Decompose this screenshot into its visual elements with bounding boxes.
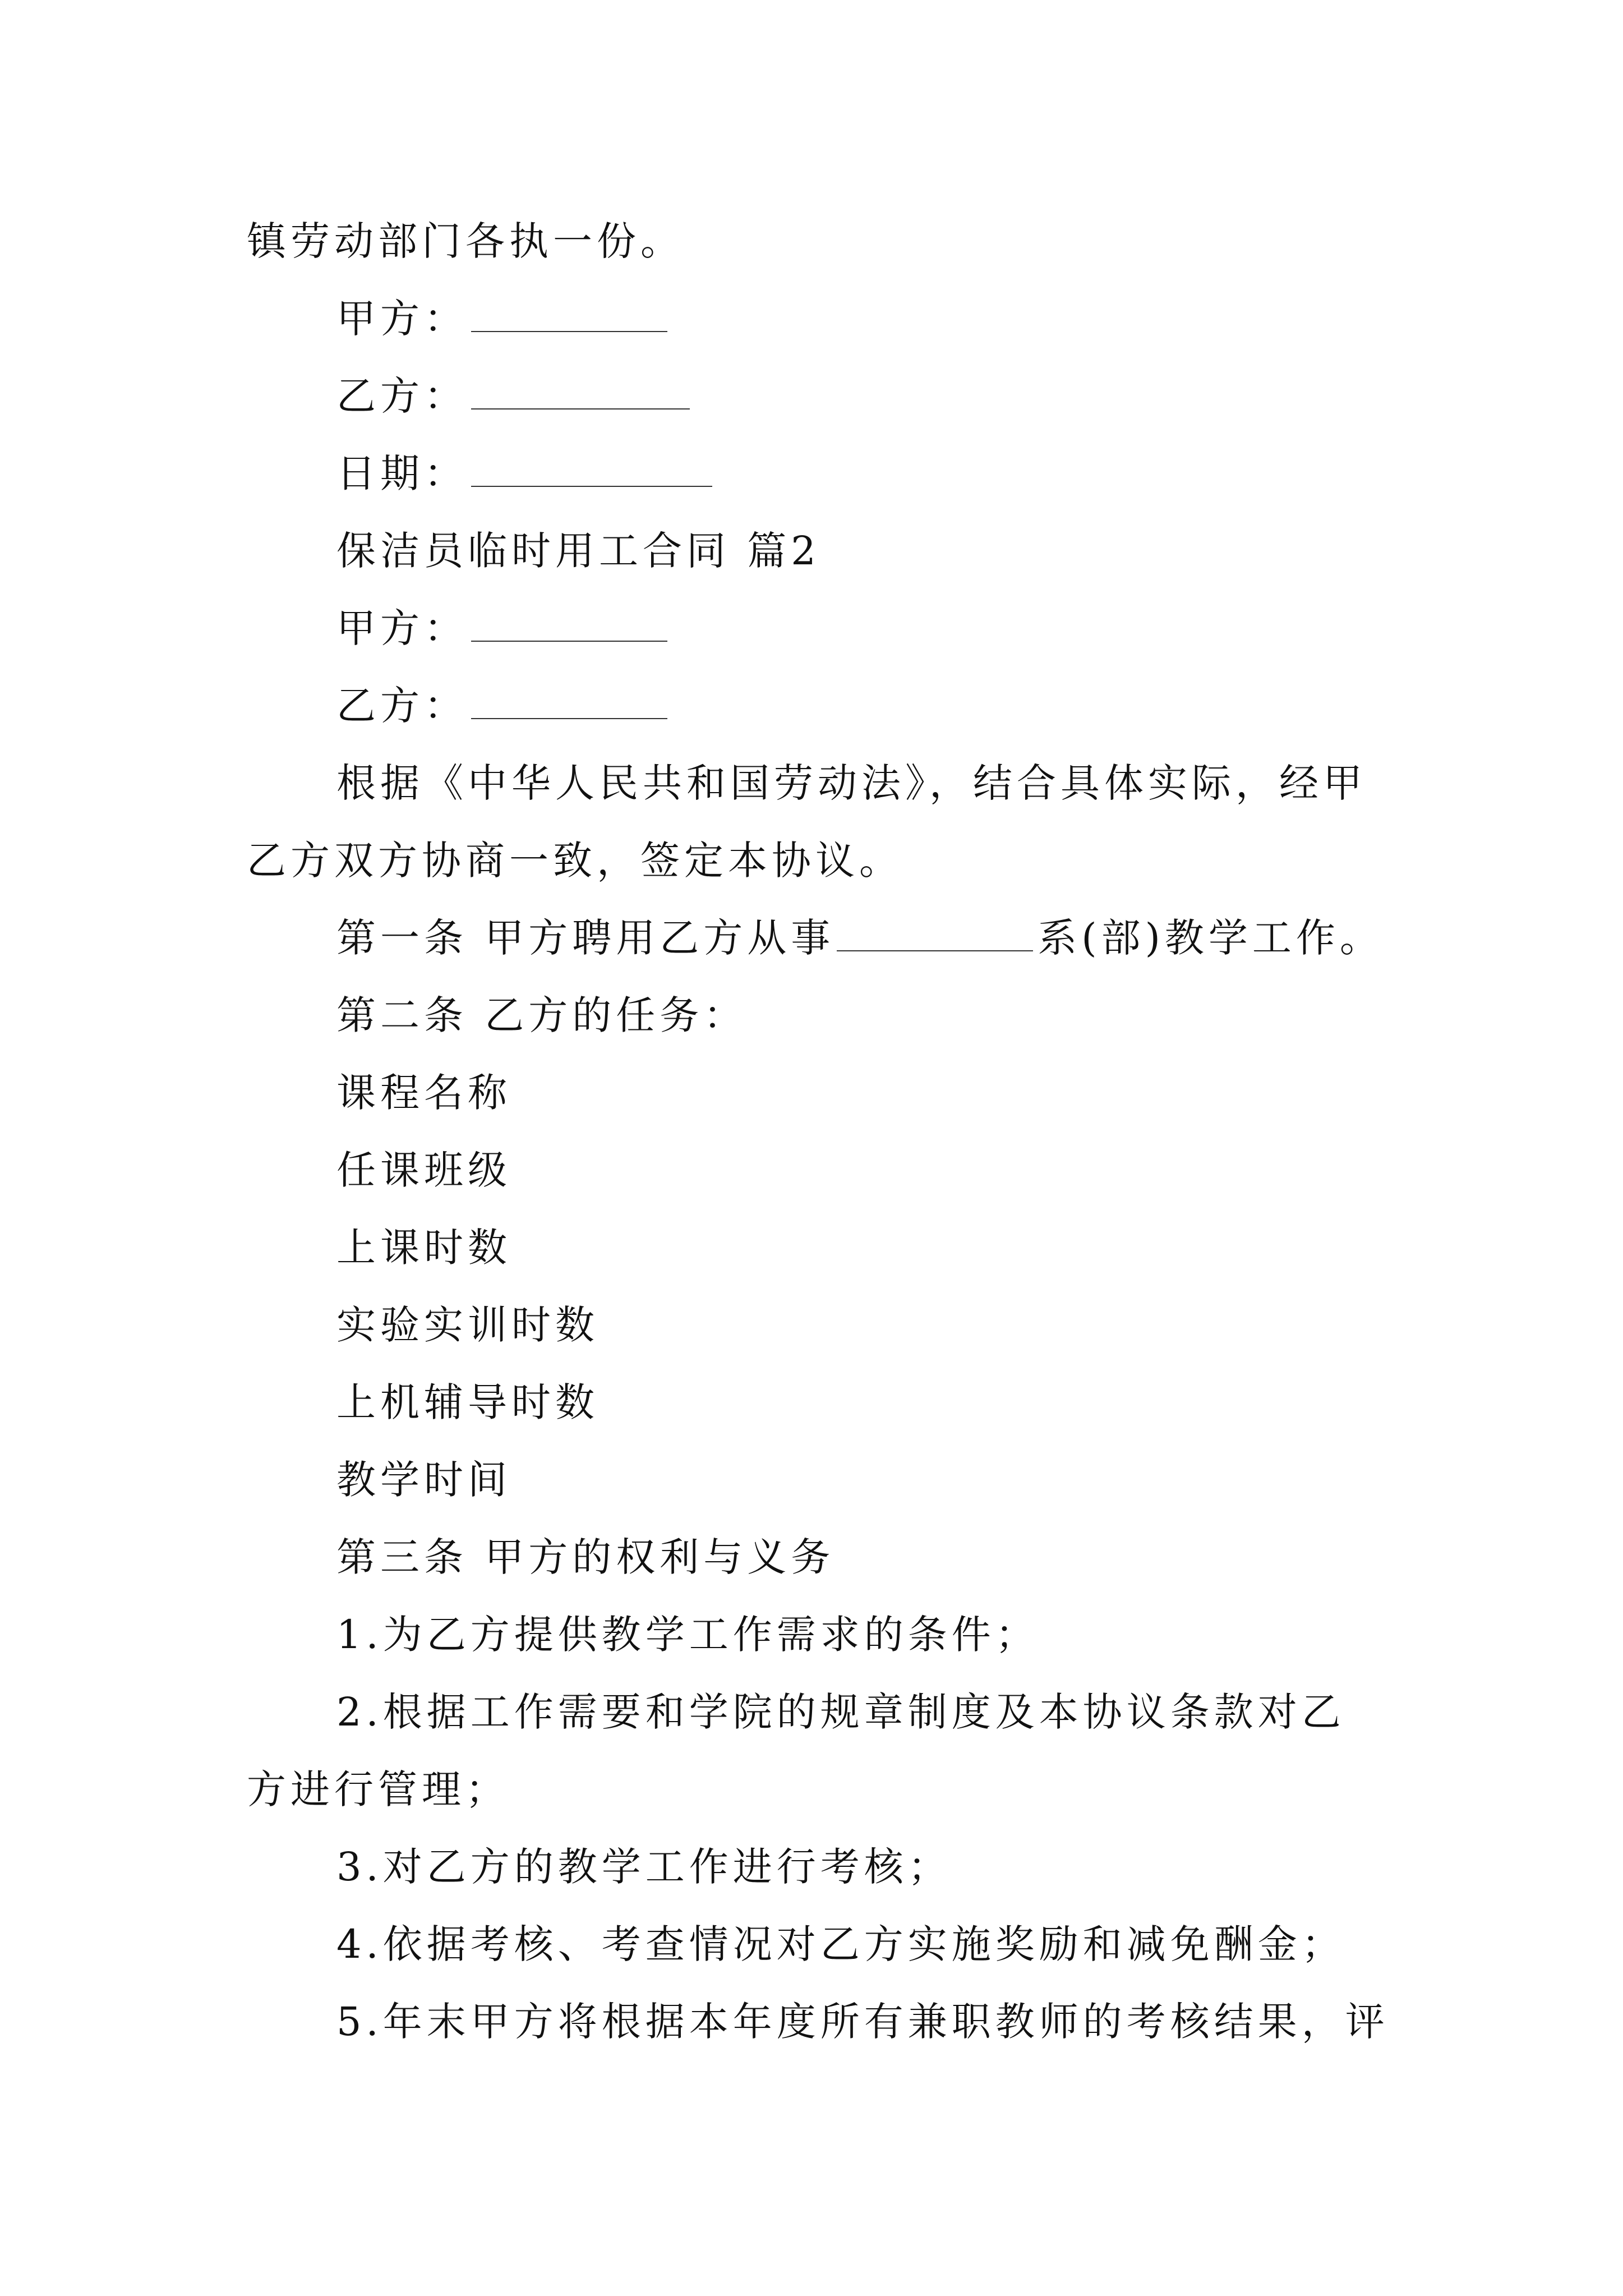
text-line: 上课时数 [336, 1225, 511, 1271]
text-line: 镇劳动部门各执一份。 [247, 218, 684, 264]
text-line: 5.年末甲方将根据本年度所有兼职教师的考核结果，评 [336, 1999, 1389, 2045]
party-b-label: 乙方： [336, 683, 468, 729]
paragraph-line [247, 213, 684, 269]
party-a-blank[interactable] [471, 297, 667, 332]
text-line: 上机辅导时数 [336, 1379, 599, 1425]
text-line: 1.为乙方提供教学工作需求的条件； [336, 1612, 1039, 1658]
party-b-blank[interactable] [471, 684, 667, 719]
text-line: 第三条 甲方的权利与义务 [336, 1534, 835, 1580]
section-title: 保洁员临时用工合同 篇2 [336, 528, 820, 574]
party-a-label: 甲方： [336, 296, 468, 342]
party-a-line [336, 600, 667, 656]
text-line: 教学时间 [336, 1457, 511, 1503]
date-signature-line [336, 445, 712, 501]
paragraph-line [336, 755, 1367, 811]
text-line: 第二条 乙方的任务： [336, 992, 748, 1038]
text-line: 4.依据考核、考查情况对乙方实施奖励和减免酬金； [336, 1921, 1345, 1967]
task-item [336, 1297, 599, 1353]
list-item [336, 1839, 952, 1895]
paragraph-line [336, 1529, 834, 1585]
text-line: 任课班级 [336, 1147, 511, 1193]
party-b-blank[interactable] [471, 375, 690, 409]
text-line: 课程名称 [336, 1070, 511, 1116]
list-item [336, 1607, 1039, 1663]
task-item [336, 1374, 599, 1430]
party-b-label: 乙方： [336, 373, 468, 419]
text-line: 方进行管理； [247, 1766, 509, 1812]
task-item [336, 1220, 511, 1276]
party-a-signature-line [336, 291, 667, 347]
paragraph-line [247, 1761, 509, 1818]
text-line: 3.对乙方的教学工作进行考核； [336, 1844, 952, 1890]
paragraph-line [247, 832, 903, 889]
date-label: 日期： [336, 450, 468, 496]
list-item [336, 1684, 1345, 1740]
paragraph-line [336, 987, 747, 1043]
party-b-signature-line [336, 368, 690, 424]
party-a-blank[interactable] [471, 607, 667, 642]
list-item [336, 1916, 1345, 1972]
text-line: 实验实训时数 [336, 1302, 599, 1348]
task-item [336, 1452, 511, 1508]
text-line: 乙方双方协商一致，签定本协议。 [247, 838, 903, 884]
text-line: 2.根据工作需要和学院的规章制度及本协议条款对乙 [336, 1689, 1345, 1735]
list-item [336, 1994, 1389, 2050]
task-item [336, 1065, 511, 1121]
section-heading [336, 523, 820, 579]
department-blank[interactable] [837, 917, 1033, 951]
party-a-label: 甲方： [336, 605, 468, 651]
date-blank[interactable] [471, 452, 712, 487]
article-one-suffix: 系(部)教学工作。 [1038, 915, 1384, 961]
text-line: 根据《中华人民共和国劳动法》，结合具体实际，经甲 [336, 760, 1367, 806]
article-one-line [336, 910, 1384, 966]
task-item [336, 1142, 511, 1198]
article-one-text: 第一条 甲方聘用乙方从事 [336, 915, 835, 961]
party-b-line [336, 678, 667, 734]
